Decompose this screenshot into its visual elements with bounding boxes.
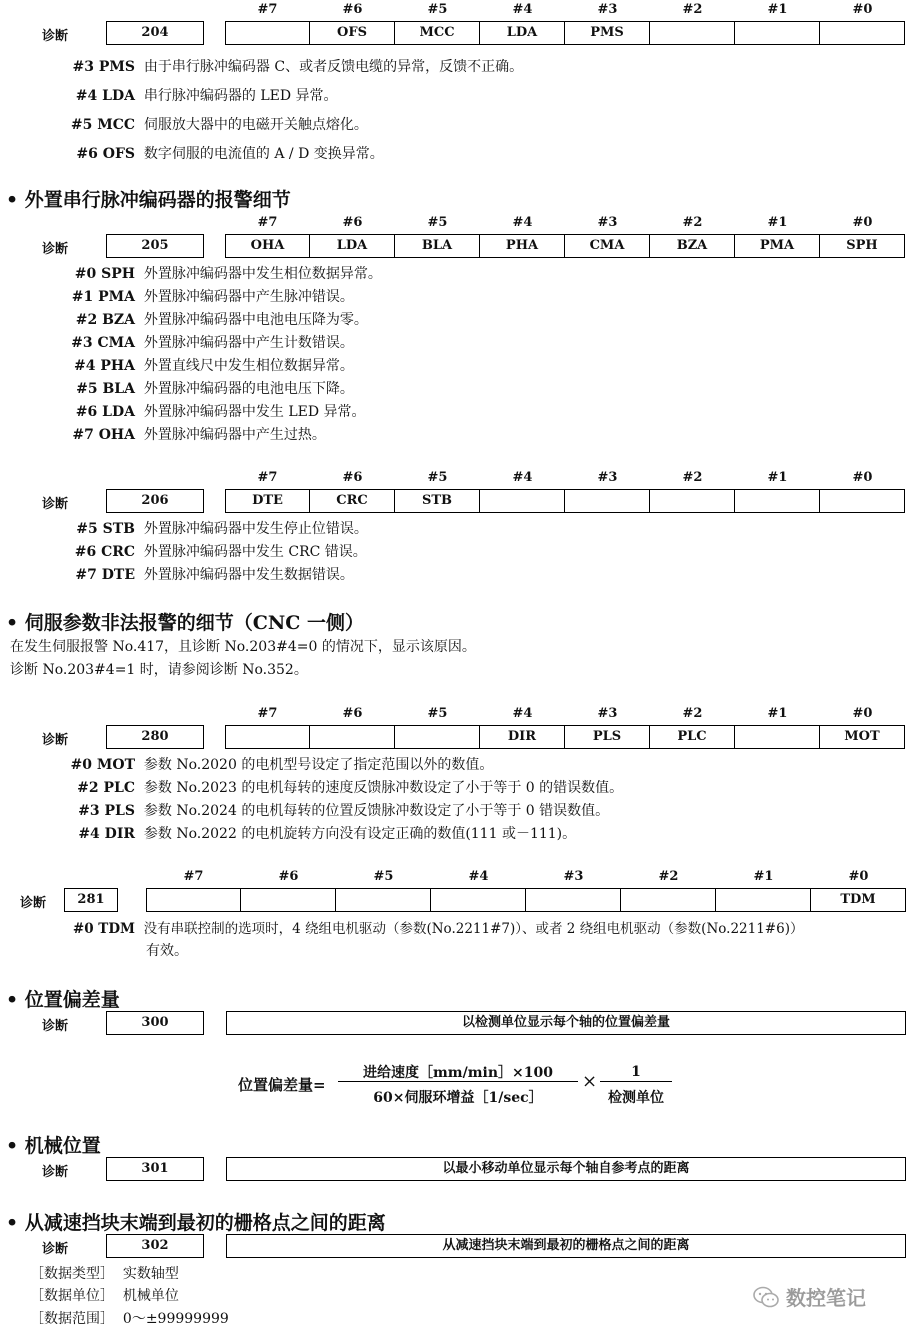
desc-line: #6 LDA 外置脉冲编码器中发生 LED 异常。 (75, 404, 366, 420)
data-type-label: ［数据类型］ (30, 1266, 114, 1282)
desc-line: #4 LDA 串行脉冲编码器的 LED 异常。 (75, 88, 338, 104)
bit-205-6: LDA (310, 234, 395, 258)
formula-lhs: 位置偏差量= (238, 1076, 326, 1094)
bit-204-0 (820, 21, 905, 45)
watermark-text: 数控笔记 (786, 1286, 866, 1310)
data-range-row (30, 1308, 229, 1328)
bit-206-7: DTE (225, 489, 310, 513)
diag-number-204: 204 (106, 21, 204, 45)
desc-line-continued: 有效。 (146, 943, 188, 959)
bit-206-0 (820, 489, 905, 513)
wechat-icon (752, 1285, 780, 1309)
fraction-bar (338, 1081, 578, 1082)
bit-205-0: SPH (820, 234, 905, 258)
bit-206-4 (480, 489, 565, 513)
formula-times: × (582, 1071, 598, 1092)
desc-line: #6 OFS 数字伺服的电流值的 A / D 变换异常。 (76, 146, 384, 162)
desc-line: #7 DTE 外置脉冲编码器中发生数据错误。 (75, 567, 354, 583)
diag-number-302: 302 (106, 1234, 204, 1258)
desc-line: #4 PHA 外置直线尺中发生相位数据异常。 (74, 358, 354, 374)
diag-number-205: 205 (106, 234, 204, 258)
bit-number-header: #2 (682, 470, 703, 485)
bit-204-4: LDA (480, 21, 565, 45)
data-type-row (30, 1263, 179, 1283)
bit-205-4: PHA (480, 234, 565, 258)
data-unit-label: ［数据单位］ (30, 1288, 114, 1304)
bit-number-header: #1 (767, 706, 788, 721)
bit-number-header: #5 (427, 706, 448, 721)
bit-number-header: #6 (342, 470, 363, 485)
data-range-value: 0～±99999999 (122, 1311, 229, 1327)
bit-280-4: DIR (480, 725, 565, 749)
formula-numerator-2: 1 (631, 1064, 641, 1080)
bit-205-2: BZA (650, 234, 735, 258)
bit-204-6: OFS (310, 21, 395, 45)
bit-205-1: PMA (735, 234, 820, 258)
diag-desc-300: 以检测单位显示每个轴的位置偏差量 (226, 1011, 906, 1035)
bit-number-header: #3 (597, 470, 618, 485)
desc-line: #3 PLS 参数 No.2024 的电机每转的位置反馈脉冲数设定了小于等于 0 错误数值。 (78, 803, 610, 819)
bit-number-header: #5 (427, 2, 448, 17)
bit-number-header: #6 (342, 706, 363, 721)
desc-line: #3 PMS 由于串行脉冲编码器 C、或者反馈电缆的异常，反馈不正确。 (72, 59, 524, 75)
diag-label-302: 诊断 (42, 1242, 69, 1257)
bit-number-header: #0 (852, 2, 873, 17)
bit-281-3 (526, 888, 621, 912)
diag-number-301: 301 (106, 1157, 204, 1181)
bit-number-header: #1 (753, 869, 774, 884)
diag-label-204: 诊断 (42, 29, 69, 44)
fraction-bar (600, 1081, 672, 1082)
formula-denominator-1: 60×伺服环增益［1/sec］ (373, 1090, 543, 1106)
bit-number-header: #0 (848, 869, 869, 884)
bit-281-4 (431, 888, 526, 912)
bit-205-5: BLA (395, 234, 480, 258)
bit-205-7: OHA (225, 234, 310, 258)
bit-number-header: #2 (682, 215, 703, 230)
diag-desc-301: 以最小移动单位显示每个轴自参考点的距离 (226, 1157, 906, 1181)
bit-number-header: #7 (257, 470, 278, 485)
bit-204-1 (735, 21, 820, 45)
bit-204-3: PMS (565, 21, 650, 45)
bit-number-header: #1 (767, 215, 788, 230)
bit-number-header: #3 (597, 2, 618, 17)
bit-280-5 (395, 725, 480, 749)
diag-number-280: 280 (106, 725, 204, 749)
diag-label-205: 诊断 (42, 242, 69, 257)
section-heading-decel-dog: • 从减速挡块末端到最初的栅格点之间的距离 (6, 1212, 386, 1234)
section-heading-servo-params: • 伺服参数非法报警的细节（CNC 一侧） (6, 612, 364, 634)
bit-204-7 (225, 21, 310, 45)
bit-row-281 (146, 888, 906, 912)
servo-note-1: 在发生伺服报警 No.417，且诊断 No.203#4=0 的情况下，显示该原因。 (10, 639, 476, 655)
data-unit-row (30, 1285, 179, 1305)
diag-label-206: 诊断 (42, 497, 69, 512)
bit-204-2 (650, 21, 735, 45)
diag-label-280: 诊断 (42, 733, 69, 748)
bit-row-204 (225, 21, 905, 45)
section-heading-external-encoder: • 外置串行脉冲编码器的报警细节 (6, 189, 291, 211)
diag-label-300: 诊断 (42, 1019, 69, 1034)
bit-280-6 (310, 725, 395, 749)
bit-number-header: #0 (852, 706, 873, 721)
bit-number-header: #4 (512, 470, 533, 485)
bit-row-206 (225, 489, 905, 513)
diag-desc-302: 从减速挡块末端到最初的栅格点之间的距离 (226, 1234, 906, 1258)
section-heading-machine-position: • 机械位置 (6, 1135, 101, 1157)
desc-line: #6 CRC 外置脉冲编码器中发生 CRC 错误。 (74, 544, 367, 560)
bit-number-header: #3 (597, 215, 618, 230)
desc-line: #5 BLA 外置脉冲编码器的电池电压下降。 (76, 381, 354, 397)
bit-number-header: #6 (278, 869, 299, 884)
bit-number-header: #4 (512, 215, 533, 230)
servo-note-2: 诊断 No.203#4=1 时，请参阅诊断 No.352。 (10, 662, 308, 678)
bit-number-header: #4 (468, 869, 489, 884)
desc-line: #3 CMA 外置脉冲编码器中产生计数错误。 (71, 335, 354, 351)
bit-204-5: MCC (395, 21, 480, 45)
desc-line: #2 BZA 外置脉冲编码器中电池电压降为零。 (75, 312, 368, 328)
bit-281-2 (621, 888, 716, 912)
desc-line: #5 STB 外置脉冲编码器中发生停止位错误。 (76, 521, 368, 537)
formula-denominator-2: 检测单位 (608, 1090, 664, 1106)
diag-number-300: 300 (106, 1011, 204, 1035)
desc-line: #4 DIR 参数 No.2022 的电机旋转方向没有设定正确的数值(111 或－111)。 (78, 826, 577, 842)
bit-row-280 (225, 725, 905, 749)
bit-number-header: #2 (658, 869, 679, 884)
bit-281-7 (146, 888, 241, 912)
desc-line: #2 PLC 参数 No.2023 的电机每转的速度反馈脉冲数设定了小于等于 0 的错误数值。 (77, 780, 624, 796)
bit-280-0: MOT (820, 725, 905, 749)
diag-number-281: 281 (64, 888, 118, 912)
bit-number-header: #7 (257, 706, 278, 721)
bit-number-header: #7 (183, 869, 204, 884)
bit-280-7 (225, 725, 310, 749)
bit-206-6: CRC (310, 489, 395, 513)
bit-206-3 (565, 489, 650, 513)
desc-line: #1 PMA 外置脉冲编码器中产生脉冲错误。 (71, 289, 354, 305)
bit-205-3: CMA (565, 234, 650, 258)
desc-line: #7 OHA 外置脉冲编码器中产生过热。 (72, 427, 326, 443)
bit-number-header: #5 (427, 215, 448, 230)
section-heading-position-deviation: • 位置偏差量 (6, 989, 120, 1011)
bit-number-header: #7 (257, 215, 278, 230)
data-unit-value: 机械单位 (122, 1288, 179, 1304)
bit-number-header: #0 (852, 470, 873, 485)
data-range-label: ［数据范围］ (30, 1311, 114, 1327)
desc-line: #5 MCC 伺服放大器中的电磁开关触点熔化。 (70, 117, 368, 133)
bit-280-1 (735, 725, 820, 749)
bit-number-header: #4 (512, 706, 533, 721)
bit-number-header: #1 (767, 470, 788, 485)
bit-number-header: #3 (597, 706, 618, 721)
bit-number-header: #1 (767, 2, 788, 17)
bit-206-5: STB (395, 489, 480, 513)
formula-numerator-1: 进给速度［mm/min］×100 (362, 1065, 553, 1081)
desc-line: #0 TDM 没有串联控制的选项时，4 绕组电机驱动（参数(No.2211#7)）、或者 2 绕组电机驱动（参数(No.2211#6)） (72, 921, 804, 937)
bit-number-header: #5 (373, 869, 394, 884)
bit-number-header: #6 (342, 215, 363, 230)
bit-281-1 (716, 888, 811, 912)
bit-206-2 (650, 489, 735, 513)
bit-206-1 (735, 489, 820, 513)
bit-number-header: #2 (682, 706, 703, 721)
diag-number-206: 206 (106, 489, 204, 513)
bit-280-2: PLC (650, 725, 735, 749)
bit-number-header: #3 (563, 869, 584, 884)
diag-label-301: 诊断 (42, 1165, 69, 1180)
bit-row-205 (225, 234, 905, 258)
bit-281-6 (241, 888, 336, 912)
watermark (752, 1282, 866, 1311)
bit-number-header: #4 (512, 2, 533, 17)
bit-number-header: #7 (257, 2, 278, 17)
diag-label-281: 诊断 (20, 896, 47, 911)
bit-281-0: TDM (811, 888, 906, 912)
desc-line: #0 MOT 参数 No.2020 的电机型号设定了指定范围以外的数值。 (70, 757, 494, 773)
bit-280-3: PLS (565, 725, 650, 749)
bit-number-header: #2 (682, 2, 703, 17)
bit-number-header: #0 (852, 215, 873, 230)
bit-281-5 (336, 888, 431, 912)
desc-line: #0 SPH 外置脉冲编码器中发生相位数据异常。 (74, 266, 382, 282)
bit-number-header: #5 (427, 470, 448, 485)
data-type-value: 实数轴型 (122, 1266, 179, 1282)
bit-number-header: #6 (342, 2, 363, 17)
